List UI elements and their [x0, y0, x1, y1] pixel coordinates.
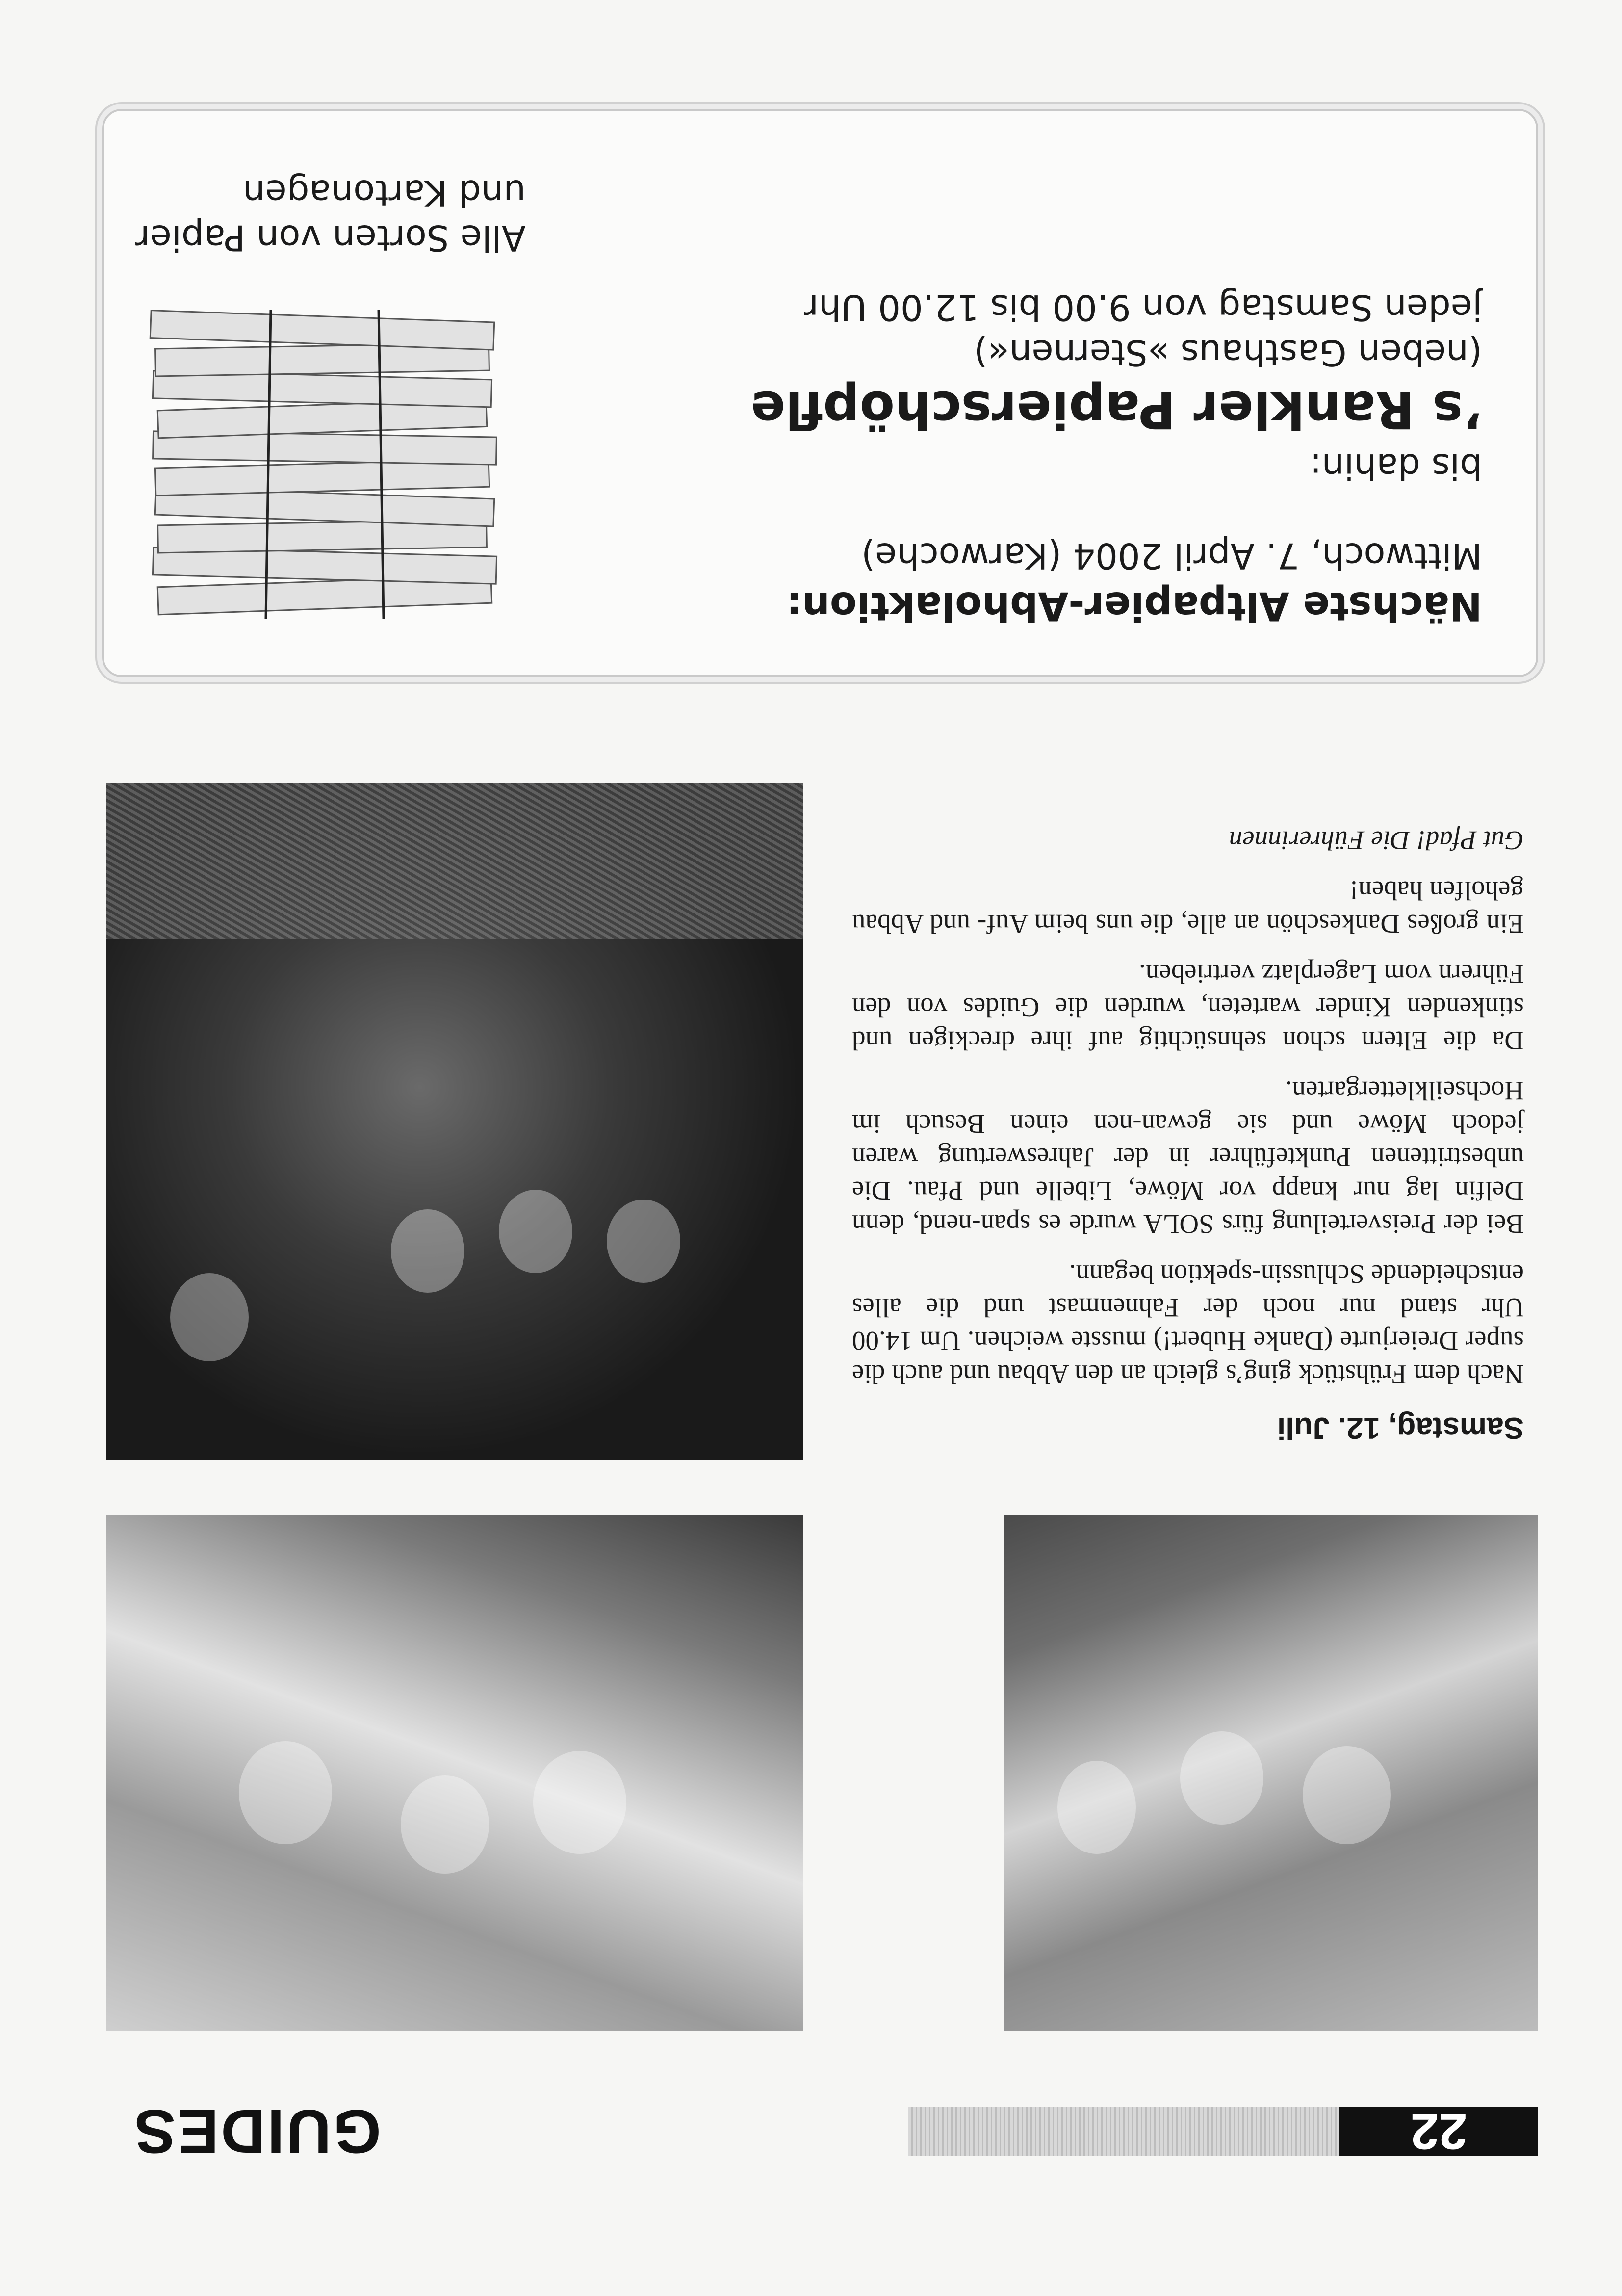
person-head-shape	[607, 1200, 680, 1283]
person-head-shape	[1057, 1761, 1136, 1854]
person-head-shape	[391, 1209, 464, 1293]
info-heading: Nächste Altpapier-Abholaktion:	[786, 583, 1482, 629]
person-head-shape	[401, 1775, 489, 1874]
header-band	[908, 2107, 1339, 2156]
paper-collection-info-box	[102, 109, 1538, 677]
info-until: bis dahin:	[1310, 446, 1482, 487]
info-location: (neben Gasthaus »Sternen«)	[974, 332, 1482, 373]
info-illustration	[124, 157, 526, 628]
section-title: GUIDES	[132, 2097, 381, 2166]
article-heading: Samstag, 12. Juli	[1277, 1411, 1524, 1445]
scouts-evening-photo	[106, 783, 803, 1460]
info-brand: ’s Rankler Papierschöpfle	[750, 380, 1482, 440]
person-head-shape	[533, 1751, 626, 1854]
paper-stack-icon	[138, 305, 511, 628]
camp-breakfast-photo-right	[106, 1515, 803, 2031]
article-paragraph: Ein großes Dankeschön an alle, die uns beim Auf- und Abbau geholfen haben!	[852, 876, 1524, 939]
article-signature: Gut Pfad! Die Führerinnen	[1229, 826, 1524, 856]
article-paragraph: Bei der Preisverteilung fürs SOLA wurde es span-nend, denn Delfin lag nur knapp vor Möwe, Libelle und Pfau. Die unbestrittenen Punkteführer in der Jahreswertung waren jedoch Möwe und sie gewan-nen einen Besuch im Hochseilklettergarten.	[852, 1076, 1524, 1239]
camp-breakfast-photo-left	[1004, 1515, 1538, 2031]
person-head-shape	[499, 1190, 572, 1273]
person-head-shape	[1303, 1746, 1391, 1844]
article	[852, 807, 1524, 1445]
info-hours: jeden Samstag von 9.00 bis 12.00 Uhr	[804, 287, 1482, 328]
info-date: Mittwoch, 7. April 2004 (Karwoche)	[861, 535, 1482, 576]
page-number: 22	[1339, 2107, 1538, 2156]
article-paragraph: Nach dem Frühstück ging’s gleich an den Abbau und auch die super Dreierjurte (Danke Hubert!) musste weichen. Um 14.00 Uhr stand nur noch der Fahnenmast und die alles entscheidende Schlussin-spektion begann.	[852, 1259, 1524, 1389]
info-text	[550, 285, 1482, 628]
person-head-shape	[170, 1273, 249, 1361]
article-paragraph: Da die Eltern schon sehnsüchtig auf ihre dreckigen und stinkenden Kinder warteten, wurden die Guides von den Führern vom Lagerplatz vertrieben.	[852, 959, 1524, 1056]
person-head-shape	[239, 1741, 332, 1844]
info-caption: Alle Sorten von Papier und Kartonagen	[135, 172, 526, 259]
person-head-shape	[1180, 1731, 1263, 1825]
